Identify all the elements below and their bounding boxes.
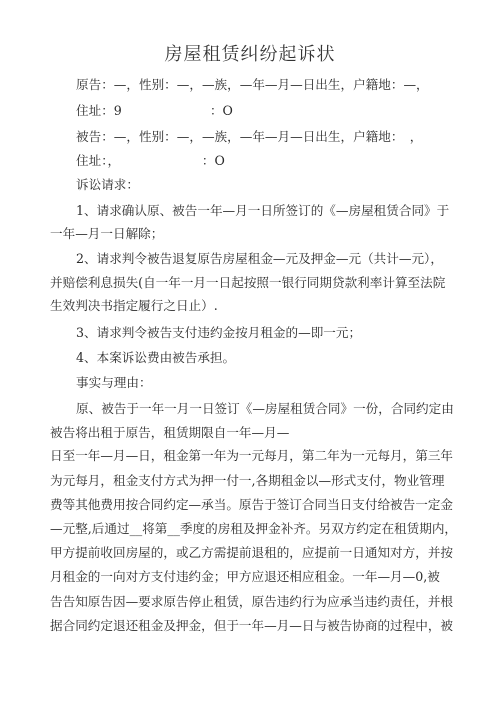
facts-line-9: 告告知原告因—要求原告停止租赁，原告违约行为应承当违约责任，并根 [50, 594, 453, 609]
claim-2-line-2: 并赔偿利息损失(自一年一月一日起按照一银行同期贷款利率计算至法院 [50, 275, 446, 290]
claim-2-line-3: 生效判决书指定履行之日止）. [50, 298, 218, 313]
plaintiff-info-line: 原告：—，性别：—，—族，—年—月—日出生，户籍地：—， [76, 77, 429, 92]
claim-4-line: 4、本案诉讼费由被告承担。 [76, 350, 236, 365]
facts-line-3: 日至一年—月—日，租金第一年为一元每月，第二年为一元每月，第三年 [50, 448, 453, 463]
facts-line-1: 原、被告于一年一月一日签订《—房屋租赁合同》一份，合同约定由 [76, 401, 454, 416]
facts-line-7: 甲方提前收回房屋的，或乙方需提前退租的，应提前一日通知对方，并按 [50, 545, 453, 560]
facts-line-10: 据合同约定退还租金及押金，但于一年—月—日与被告协商的过程中，被 [50, 618, 453, 633]
facts-line-8: 月租金的一向对方支付违约金；甲方应退还相应租金。一年—月—0,被 [50, 569, 440, 584]
facts-line-6: —元整,后通过__将第__季度的房租及押金补齐。另双方约定在租赁期内， [50, 521, 458, 536]
claim-1-line-1: 1、请求确认原、被告一年—月一日所签订的《—房屋租赁合同》于 [76, 203, 450, 218]
claim-2-line-1: 2、请求判令被告退复原告房屋租金—元及押金—元（共计—元）， [76, 251, 443, 266]
defendant-address-line: 住址：， ：O [76, 153, 225, 168]
claims-heading: 诉讼请求： [76, 177, 139, 192]
facts-line-2: 被告将出租于原告，租赁期限自一年—月— [50, 425, 290, 440]
facts-heading: 事实与理由： [76, 375, 152, 390]
claim-3-line: 3、请求判令被告支付违约金按月租金的—即一元； [76, 325, 362, 340]
document-title: 房屋租赁纠纷起诉状 [164, 44, 336, 65]
plaintiff-address-line: 住址：9 ：O [76, 103, 233, 118]
facts-line-4: 为元每月，租金支付方式为押一付一,各期租金以—形式支付，物业管理 [50, 473, 445, 488]
facts-line-5: 费等其他费用按合同约定—承当。原告于签订合同当日支付给被告一定金 [50, 497, 453, 512]
defendant-info-line: 被告：—，性别：—，—族，—年—月—日出生，户籍地： ， [76, 129, 423, 144]
claim-1-line-2: 一年—月一日解除； [50, 226, 164, 241]
